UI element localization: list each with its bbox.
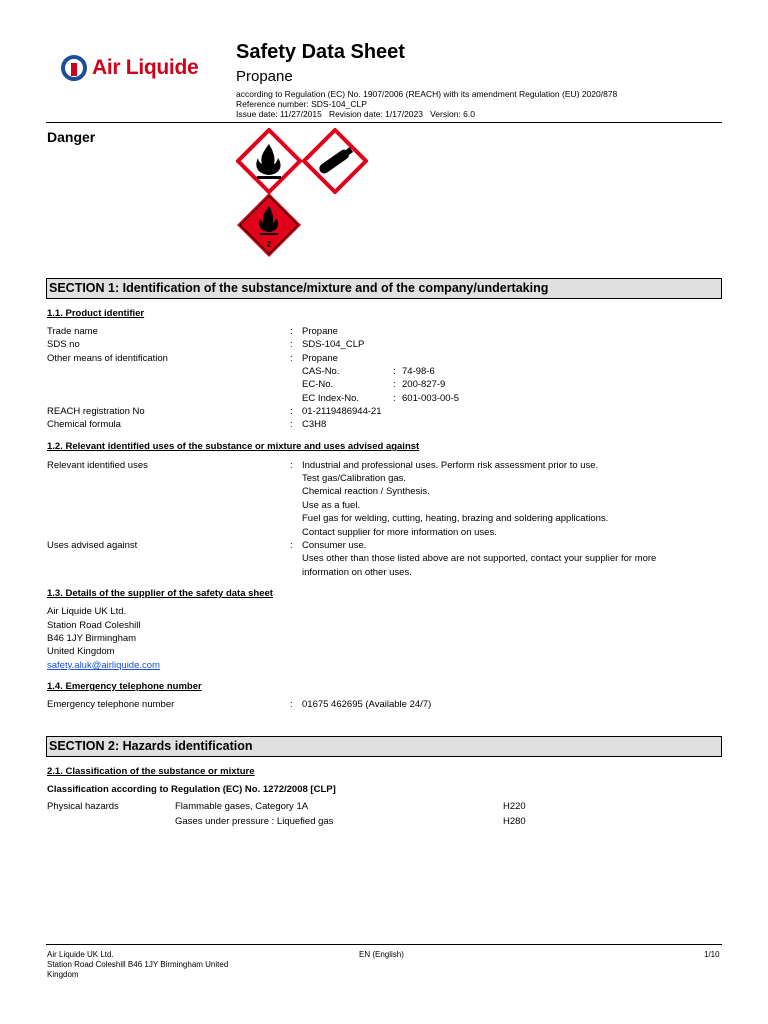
use-item: Chemical reaction / Synthesis. — [302, 486, 430, 497]
advised-item: Consumer use. — [302, 540, 367, 551]
product-name: Propane — [236, 68, 293, 85]
formula-label: Chemical formula — [47, 419, 121, 430]
colon: : — [290, 406, 293, 417]
hazard-name: Flammable gases, Category 1A — [175, 801, 309, 812]
section-1-header: SECTION 1: Identification of the substance/mixture and of the company/undertaking — [46, 278, 722, 299]
clp-heading: Classification according to Regulation (EC) No. 1272/2008 [CLP] — [47, 784, 336, 795]
footer-language: EN (English) — [359, 950, 404, 959]
other-id-label: Other means of identification — [47, 353, 168, 364]
reach-value: 01-2119486944-21 — [302, 406, 382, 417]
use-item: Fuel gas for welding, cutting, heating, brazing and soldering applications. — [302, 513, 609, 524]
reach-label: REACH registration No — [47, 406, 145, 417]
hazard-code: H280 — [503, 816, 526, 827]
use-item: Use as a fuel. — [302, 500, 361, 511]
flame-ghs-icon — [236, 128, 302, 194]
colon: : — [290, 419, 293, 430]
footer-company-line: Kingdom — [47, 970, 79, 979]
footer-company — [47, 950, 228, 980]
advised-against-label: Uses advised against — [47, 540, 138, 551]
air-liquide-logo — [60, 52, 210, 84]
use-item: Test gas/Calibration gas. — [302, 473, 407, 484]
sds-no-label: SDS no — [47, 339, 80, 350]
subsection-2-1-heading: 2.1. Classification of the substance or mixture — [47, 766, 255, 777]
emergency-value: 01675 462695 (Available 24/7) — [302, 699, 432, 710]
advised-item: Uses other than those listed above are not supported, contact your supplier for more — [302, 553, 657, 564]
reference-number: Reference number: SDS-104_CLP — [236, 99, 367, 109]
supplier-email-link[interactable]: safety.aluk@airliquide.com — [47, 660, 160, 671]
colon: : — [393, 366, 396, 377]
logo-text: Air Liquide — [92, 56, 199, 79]
ec-index-label: EC Index-No. — [302, 393, 360, 404]
colon: : — [290, 326, 293, 337]
subsection-1-3-heading: 1.3. Details of the supplier of the safety data sheet — [47, 588, 273, 599]
header-divider — [46, 122, 722, 123]
formula-value: C3H8 — [302, 419, 327, 430]
subsection-1-2-heading: 1.2. Relevant identified uses of the substance or mixture and uses advised against — [47, 441, 420, 452]
subsection-1-4-heading: 1.4. Emergency telephone number — [47, 681, 202, 692]
ec-label: EC-No. — [302, 379, 334, 390]
colon: : — [290, 699, 293, 710]
colon: : — [393, 379, 396, 390]
colon: : — [393, 393, 396, 404]
supplier-line: United Kingdom — [47, 646, 115, 657]
supplier-line: Station Road Coleshill — [47, 620, 141, 631]
cas-label: CAS-No. — [302, 366, 340, 377]
use-item: Contact supplier for more information on uses. — [302, 527, 497, 538]
footer-company-line: Station Road Coleshill B46 1JY Birmingham United — [47, 960, 229, 969]
svg-text:2: 2 — [266, 240, 272, 249]
gas-cylinder-ghs-icon — [302, 128, 368, 194]
footer-page-number: 1/10 — [704, 950, 720, 959]
supplier-line: B46 1JY Birmingham — [47, 633, 137, 644]
document-title: Safety Data Sheet — [236, 41, 405, 63]
colon: : — [290, 460, 293, 471]
advised-item: information on other uses. — [302, 567, 412, 578]
hazard-name: Gases under pressure : Liquefied gas — [175, 816, 334, 827]
hazard-code: H220 — [503, 801, 526, 812]
flammable-gas-class2-icon — [236, 192, 302, 258]
physical-hazards-label: Physical hazards — [47, 801, 119, 812]
other-id-value: Propane — [302, 353, 338, 364]
ec-value: 200-827-9 — [402, 379, 446, 390]
trade-name-value: Propane — [302, 326, 338, 337]
air-liquide-logo-icon — [60, 54, 88, 82]
sds-no-value: SDS-104_CLP — [302, 339, 365, 350]
trade-name-label: Trade name — [47, 326, 98, 337]
footer-divider — [46, 944, 722, 945]
cas-value: 74-98-6 — [402, 366, 435, 377]
colon: : — [290, 540, 293, 551]
signal-word: Danger — [47, 129, 96, 145]
issue-info: Issue date: 11/27/2015 Revision date: 1/17/2023 Version: 6.0 — [236, 109, 475, 119]
colon: : — [290, 353, 293, 364]
subsection-1-1-heading: 1.1. Product identifier — [47, 308, 145, 319]
ec-index-value: 601-003-00-5 — [402, 393, 460, 404]
section-2-header: SECTION 2: Hazards identification — [46, 736, 722, 757]
uses-label: Relevant identified uses — [47, 460, 148, 471]
emergency-label: Emergency telephone number — [47, 699, 175, 710]
use-item: Industrial and professional uses. Perform risk assessment prior to use. — [302, 460, 599, 471]
colon: : — [290, 339, 293, 350]
regulation-text: according to Regulation (EC) No. 1907/2006 (REACH) with its amendment Regulation (EU) 2020/878 — [236, 89, 618, 99]
supplier-line: Air Liquide UK Ltd. — [47, 606, 127, 617]
footer-company-line: Air Liquide UK Ltd. — [47, 950, 114, 959]
